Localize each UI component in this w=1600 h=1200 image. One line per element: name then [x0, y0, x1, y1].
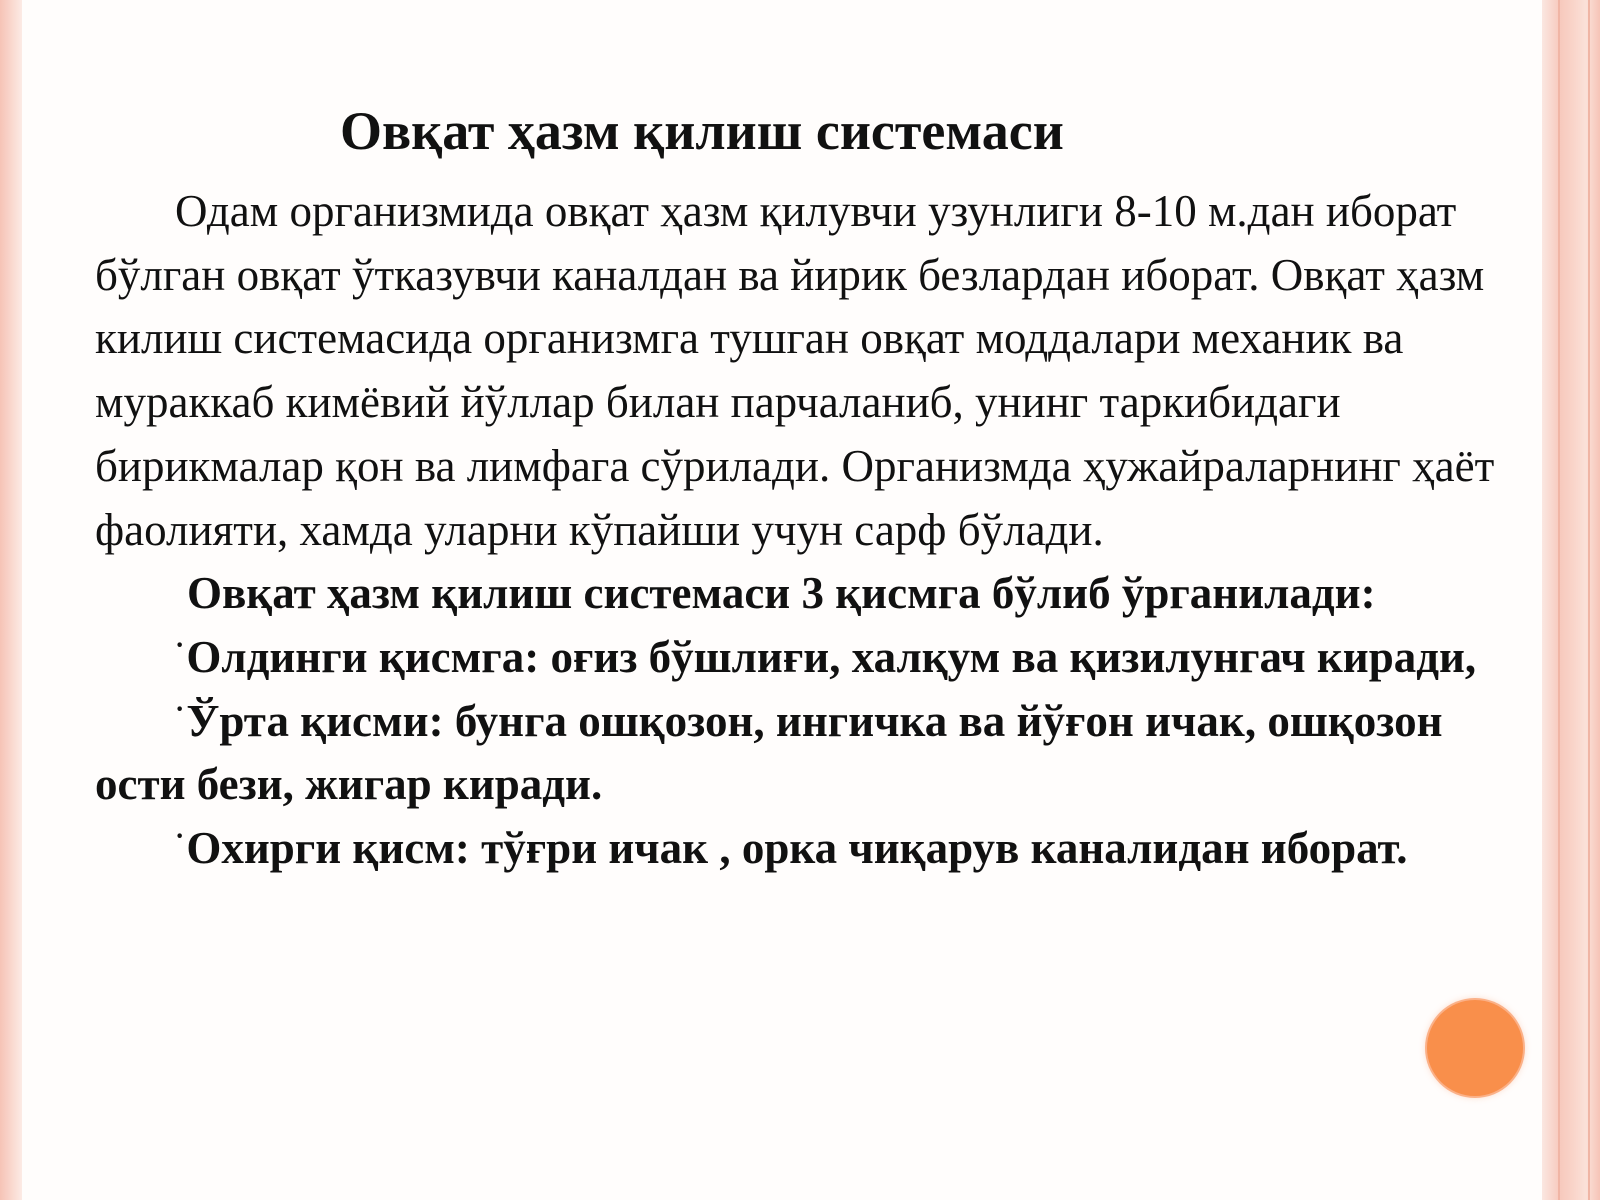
slide-title: Овқат ҳазм қилиш системаси — [340, 101, 1064, 161]
bullet-icon: · — [175, 821, 185, 853]
slide — [22, 0, 1542, 1200]
list-item — [95, 626, 1515, 690]
slide-frame-right — [1542, 0, 1600, 1200]
intro-paragraph: Одам организмида овқат ҳазм қилувчи узунлиги 8-10 м.дан иборат бўлган овқат ўтказувчи каналдан ва йирик безлардан иборат. Овқат ҳазм килиш системасида организмга тушган овқат моддалари механик ва мураккаб кимёвий йўллар билан парчаланиб, унинг таркибидаги бирикмалар қон ва лимфага сўрилади. Организмда ҳужайраларнинг ҳаёт фаолияти, хамда уларни кўпайши учун сарф бўлади. — [95, 186, 1495, 555]
bullet-icon: · — [175, 693, 185, 725]
list-item — [95, 690, 1515, 817]
slide-body — [95, 180, 1515, 881]
frame-stripe — [1588, 0, 1590, 1200]
frame-stripe — [1558, 0, 1560, 1200]
slide-frame-left — [0, 0, 22, 1200]
list-item-text: Ўрта қисми: бунга ошқозон, ингичка ва йўғон ичак, ошқозон ости бези, жигар киради. — [95, 695, 1443, 810]
list-item — [95, 817, 1515, 881]
bullet-icon: · — [175, 629, 185, 661]
sections-heading: Овқат ҳазм қилиш системаси 3 қисмга бўлиб ўрганилади: — [187, 568, 1376, 619]
list-item-text: Олдинги қисмга: оғиз бўшлиғи, халқум ва қизилунгач киради, — [186, 631, 1477, 682]
list-item-text: Охирги қисм: тўғри ичак , орка чиқарув каналидан иборат. — [186, 823, 1408, 874]
decorative-circle — [1427, 1000, 1523, 1096]
